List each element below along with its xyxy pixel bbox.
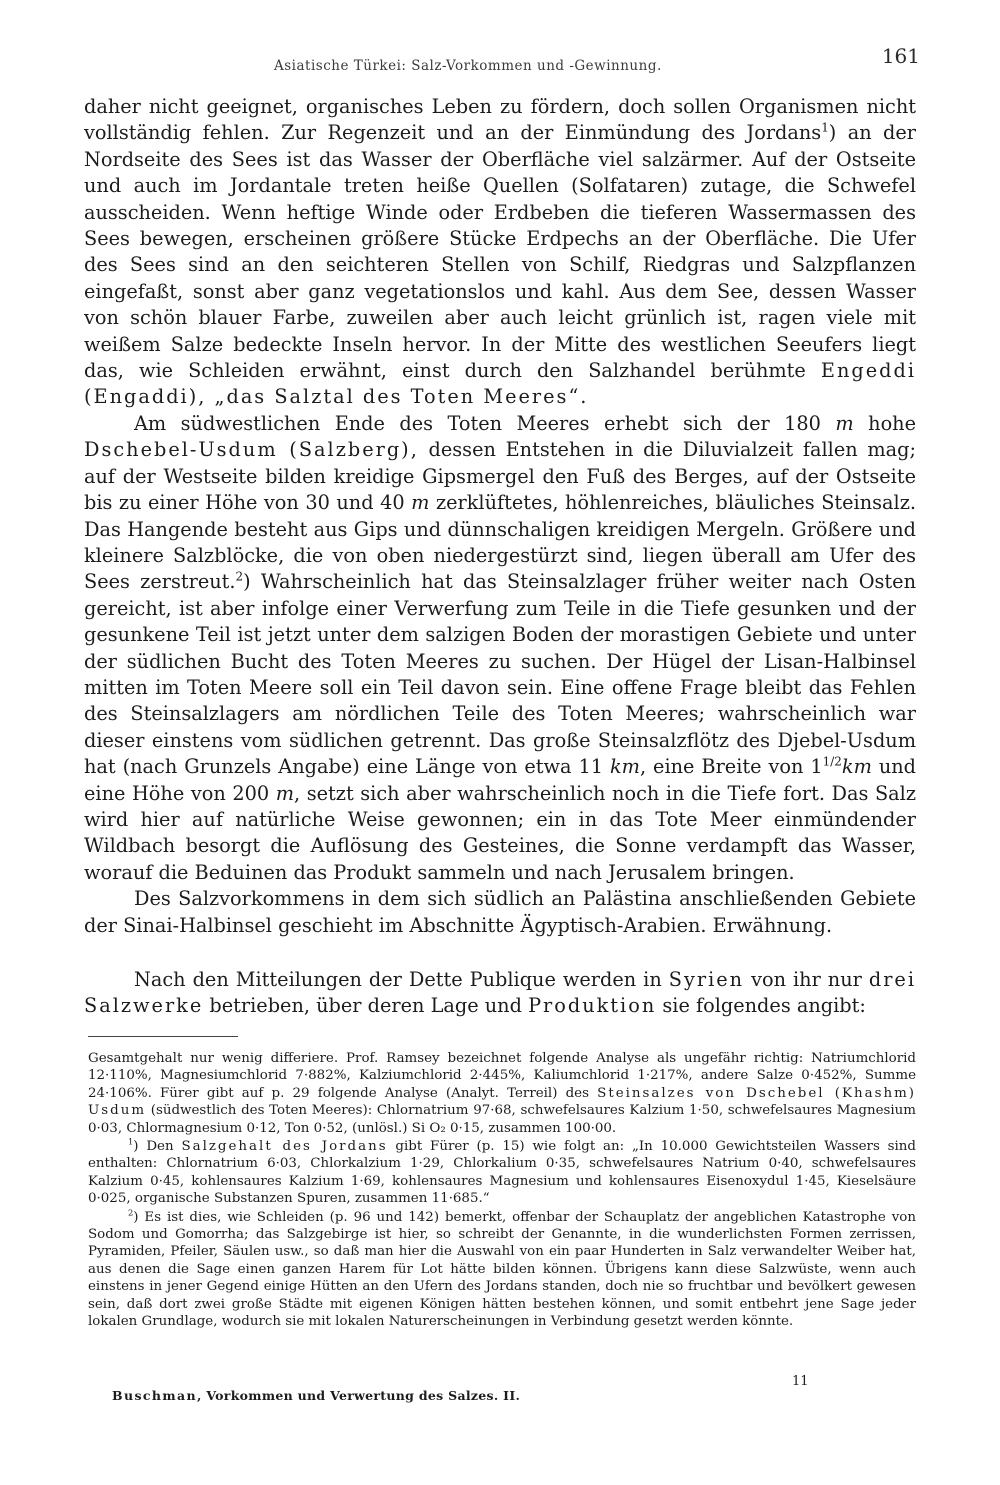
footnotes	[88, 1050, 916, 1332]
spaced-term-syrien: Syrien	[668, 968, 745, 991]
paragraph-dead-sea-description: daher nicht geeignet, organisches Leben zu fördern, doch sollen Organismen nicht vollständig fehlen. Zur Regenzeit und an der Einmündung des Jordans$^1$) an der Nordseite des Sees ist das Wasser der Oberfläche viel salzärmer. Auf der Ostseite und auch im Jordantale treten heiße Quellen (Solfataren) zutage, die Schwefel ausscheiden. Wenn heftige Winde oder Erdbeben die tieferen Wassermassen des Sees bewegen, erscheinen größere Stücke Erdpechs an der Oberfläche. Die Ufer des Sees sind an den seichteren Stellen von Schilf, Riedgras und Salzpflanzen eingefaßt, sonst aber ganz vegetationslos und kahl. Aus dem See, dessen Wasser von schön blauer Farbe, zuweilen aber auch leicht grünlich ist, ragen viele mit weißem Salze bedeckte Inseln hervor. In der Mitte des westlichen Seeufers liegt das, wie Schleiden erwähnt, einst durch den Salzhandel berühmte Engeddi (Engaddi), „das Salztal des Toten Meeres“.	[84, 95, 916, 409]
page-number: 161	[881, 44, 920, 68]
author-name: Buschman	[112, 1388, 198, 1403]
spaced-term-produktion: Produktion	[528, 994, 657, 1018]
footnote-continued: Gesamtgehalt nur wenig differiere. Prof. Ramsey bezeichnet folgende Analyse als ungefähr richtig: Natriumchlorid 12·110%, Magnesiumchlorid 7·882%, Kalziumchlorid 2·445%, Kaliumchlorid 1·217%, andere Salze 0·452%, Summe 24·106%. Fürer gibt auf p. 29 folgende Analyse (Analyt. Terreil) des Steinsalzes von Dschebel (Khashm) Usdum (südwestlich des Toten Meeres): Chlornatrium 97·68, schwefelsaures Kalzium 1·50, schwefelsaures Magnesium 0·03, Chlormagnesium 0·12, Ton 0·52, (unlösl.) Si O₂ 0·15, zusammen 100·00.	[88, 1051, 916, 1136]
sheet-signature: 11	[792, 1374, 809, 1389]
book-signature	[112, 1388, 520, 1403]
spaced-term-salzgehalt-jordans: Salzgehalt des Jordans	[181, 1139, 388, 1155]
footnote-mark-1: 1	[128, 1136, 134, 1147]
footnote-ref-2[interactable]: 2	[235, 569, 244, 584]
footnote-ref-1[interactable]: 1	[821, 120, 829, 135]
paragraph-dschebel-usdum: Am südwestlichen Ende des Toten Meeres erhebt sich der 180 m hohe Dschebel-Usdum (Salzberg), dessen Entstehen in die Diluvialzeit fallen mag; auf der Westseite bilden kreidige Gipsmergel den Fuß des Berges, auf der Ostseite bis zu einer Höhe von 30 und 40 m zerklüftetes, höhlenreiches, bläuliches Steinsalz. Das Hangende besteht aus Gips und dünnschaligen kreidigen Mergeln. Größere und kleinere Salzblöcke, die von oben niedergestürzt sind, liegen überall am Ufer des Sees zerstreut.$^2$) Wahrscheinlich hat das Steinsalzlager früher weiter nach Osten gereicht, ist aber infolge einer Verwerfung zum Teile in die Tiefe gesunken und der gesunkene Teil ist jetzt unter dem salzigen Boden der morastigen Gebiete und unter der südlichen Bucht des Toten Meeres zu suchen. Der Hügel der Lisan-Halbinsel mitten im Toten Meere soll ein Teil davon sein. Eine offene Frage bleibt das Fehlen des Steinsalzlagers am nördlichen Teile des Toten Meeres; wahrscheinlich war dieser einstens vom südlichen getrennt. Das große Steinsalzflötz des Djebel-Usdum hat (nach Grunzels Angabe) eine Länge von etwa 11 km, eine Breite von $1^{1/2}km$ und eine Höhe von 200 m, setzt sich aber wahrscheinlich noch in die Tiefe fort. Das Salz wird hier auf natürliche Weise gewonnen; ein in das Tote Meer einmündender Wildbach besorgt die Auflösung des Gesteines, die Sonne verdampft das Wasser, worauf die Beduinen das Produkt sammeln und nach Jerusalem bringen.	[84, 411, 917, 884]
spaced-term-dschebel-usdum: Dschebel-Usdum (Salzberg),	[84, 438, 419, 462]
paragraph-syrien-salzwerke: Nach den Mitteilungen der Dette Publique werden in Syrien von ihr nur drei Salzwerke betrieben, über deren Lage und Produktion sie folgendes angibt:	[84, 968, 916, 1018]
page-header	[84, 44, 920, 84]
running-head: Asiatische Türkei: Salz-Vorkommen und -Gewinnung.	[274, 58, 662, 74]
spaced-term-engeddi: Engeddi (Engaddi), „das Salztal des Toten Meeres“.	[84, 359, 916, 409]
footnote-mark-2: 2	[128, 1207, 134, 1218]
paragraph-sinai-reference: Des Salzvorkommens in dem sich südlich an Palästina anschließenden Gebiete der Sinai-Halbinsel geschieht im Abschnitte Ägyptisch-Arabien. Erwähnung.	[84, 887, 916, 937]
footnote-2: $^2$) Es ist dies, wie Schleiden (p. 96 und 142) bemerkt, offenbar der Schauplatz der angeblichen Katastrophe von Sodom und Gomorrha; das Salzgebirge ist hier, so schreibt der Genannte, in die wunderlichsten Formen zerrissen, Pyramiden, Pfeiler, Säulen usw., so daß man hier die Auswahl von ein paar Hunderten in Salz verwandelter Weiber hat, aus denen die Sage einen ganzen Harem für Lot hätte bilden können. Übrigens kann diese Salzwüste, wenn auch einstens in jener Gegend einige Hütten an den Ufern des Jordans standen, doch nie so fruchtbar und bevölkert gewesen sein, daß dort zwei große Städte mit eigenen Königen hätten bestehen können, und somit entbehrt jene Sage jeder lokalen Grundlage, wodurch sie mit lokalen Naturerscheinungen in Verbindung gesetzt werden könnte.	[88, 1207, 916, 1330]
body-text	[84, 94, 916, 1020]
spaced-term-drei-salzwerke: drei Salzwerke	[84, 968, 916, 1018]
book-title: , Vorkommen und Verwertung des Salzes. II.	[197, 1388, 521, 1403]
footnote-1: $^1$) Den Salzgehalt des Jordans gibt Fürer (p. 15) wie folgt an: „In 10.000 Gewichtsteilen Wassers sind enthalten: Chlornatrium 6·03, Chlorkalzium 1·29, Chlorkalium 0·35, schwefelsaures Natrium 0·40, schwefelsaures Kalzium 0·45, kohlensaures Kalzium 1·69, kohlensaures Magnesium und kohlensaures Eisenoxydul 1·45, Kieselsäure 0·025, organische Substanzen Spuren, zusammen 11·685.“	[88, 1136, 916, 1207]
footnote-divider	[88, 1036, 238, 1037]
spaced-term-steinsalz-usdum: Steinsalzes von Dschebel (Khashm) Usdum	[88, 1085, 916, 1119]
page-footer	[112, 1374, 812, 1414]
fraction-half: 1/2	[822, 754, 842, 769]
